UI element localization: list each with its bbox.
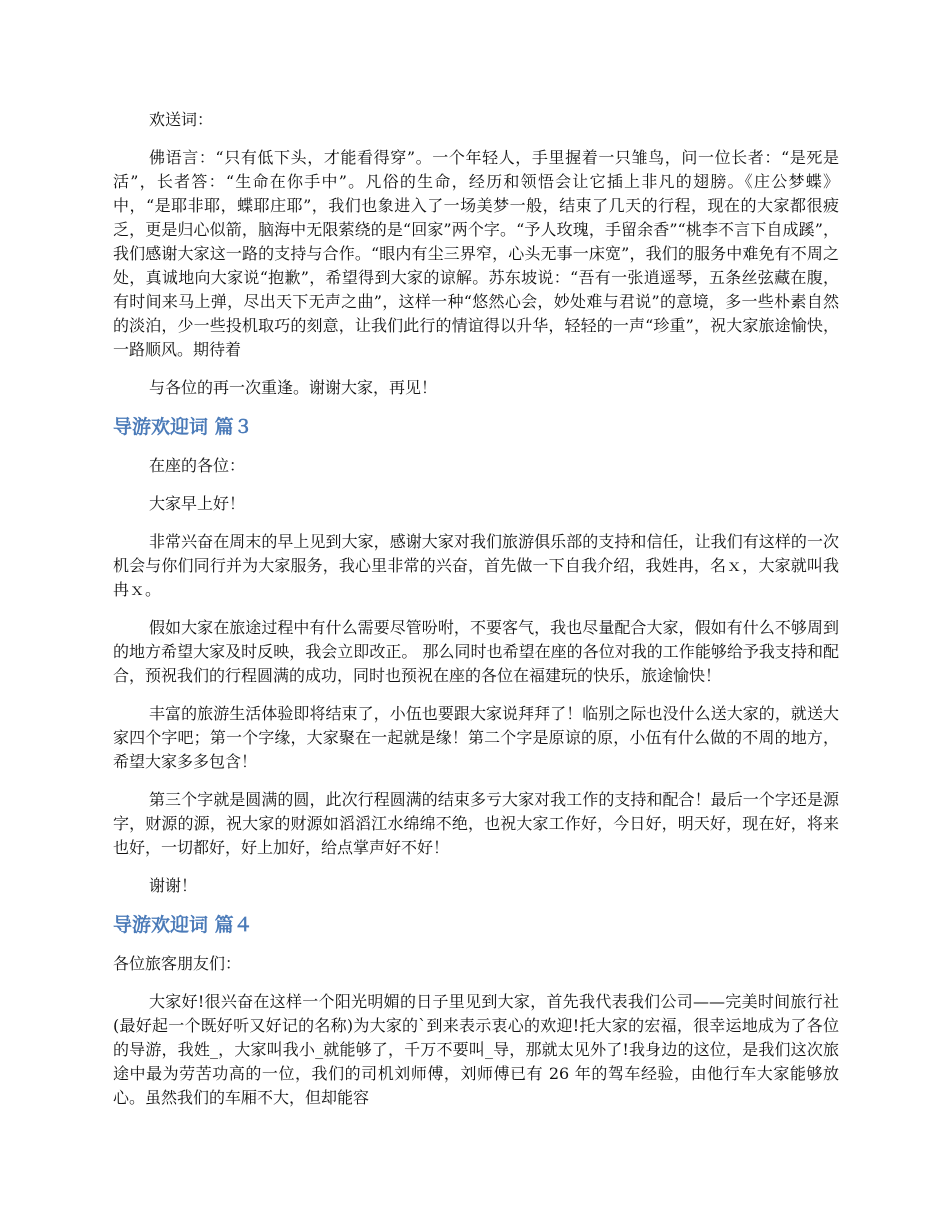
- closing-salutation: 欢送词：: [149, 110, 214, 129]
- section-3-thanks: 谢谢！: [149, 876, 198, 895]
- closing-body: 佛语言：“只有低下头，才能看得穿”。一个年轻人，手里握着一只雏鸟，问一位长者：“是死是活”，长者答：“生命在你手中”。凡俗的生命，经历和领悟会让它插上非凡的翅膀。《庄公梦蝶》中，“是耶非耶，蝶耶庄耶”，我们也象进入了一场美梦一般，结束了几天的行程，现在的大家都很疲乏，更是归心似箭，脑海中无限萦绕的是“回家”两个字。“予人玫瑰，手留余香”“桃李不言下自成蹊”，我们感谢大家这一路的支持与合作。“眼内有尘三界窄，心头无事一床宽”，我们的服务中难免有不周之处，真诚地向大家说“抱歉”，希望得到大家的谅解。苏东坡说：“吾有一张逍遥琴，五条丝弦藏在腹，有时间来马上弹，尽出天下无声之曲”，这样一种“悠然心会，妙处难与君说”的意境，多一些朴素自然的淡泊，少一些投机取巧的刻意，让我们此行的情谊得以升华，轻轻的一声“珍重”，祝大家旅途愉快，一路顺风。期待着: [113, 148, 839, 359]
- section-3-salutation: 在座的各位：: [149, 456, 246, 475]
- section-3-farewell-2: 第三个字就是圆满的圆，此次行程圆满的结束多亏大家对我工作的支持和配合！最后一个字还是源字，财源的源，祝大家的财源如滔滔江水绵绵不绝，也祝大家工作好，今日好，明天好，现在好，将来也好，一切都好，好上加好，给点掌声好不好！: [113, 790, 839, 857]
- section-3-service: 假如大家在旅途过程中有什么需要尽管吩咐，不要客气，我也尽量配合大家，假如有什么不够周到的地方希望大家及时反映，我会立即改正。 那么同时也希望在座的各位对我的工作能够给予我支持和配合，预祝我们的行程圆满的成功，同时也预祝在座的各位在福建玩的快乐，旅途愉快！: [113, 618, 839, 685]
- section-3-intro: 非常兴奋在周末的早上见到大家，感谢大家对我们旅游俱乐部的支持和信任，让我们有这样的一次机会与你们同行并为大家服务，我心里非常的兴奋，首先做一下自我介绍，我姓冉，名ｘ，大家就叫我冉ｘ。: [113, 532, 839, 599]
- section-3-greeting: 大家早上好！: [149, 494, 246, 513]
- document-content: [113, 108, 839, 1124]
- section-3-heading: 导游欢迎词 篇３: [113, 416, 253, 438]
- section-4-salutation: 各位旅客朋友们：: [113, 954, 242, 973]
- section-4-heading: 导游欢迎词 篇４: [113, 914, 253, 936]
- closing-farewell: 与各位的再一次重逢。谢谢大家，再见！: [149, 378, 438, 397]
- section-4-body: 大家好!很兴奋在这样一个阳光明媚的日子里见到大家，首先我代表我们公司——完美时间旅行社(最好起一个既好听又好记的名称)为大家的`到来表示衷心的欢迎!托大家的宏福，很幸运地成为了各位的导游，我姓_，大家叫我小_就能够了，千万不要叫_导，那就太见外了!我身边的这位，是我们这次旅途中最为劳苦功高的一位，我们的司机刘师傅，刘师傅已有 26 年的驾车经验，由他行车大家能够放心。虽然我们的车厢不大，但却能容: [113, 992, 839, 1107]
- section-3-farewell-1: 丰富的旅游生活体验即将结束了，小伍也要跟大家说拜拜了！临别之际也没什么送大家的，就送大家四个字吧；第一个字缘，大家聚在一起就是缘！第二个字是原谅的原，小伍有什么做的不周的地方，希望大家多多包含！: [113, 704, 839, 771]
